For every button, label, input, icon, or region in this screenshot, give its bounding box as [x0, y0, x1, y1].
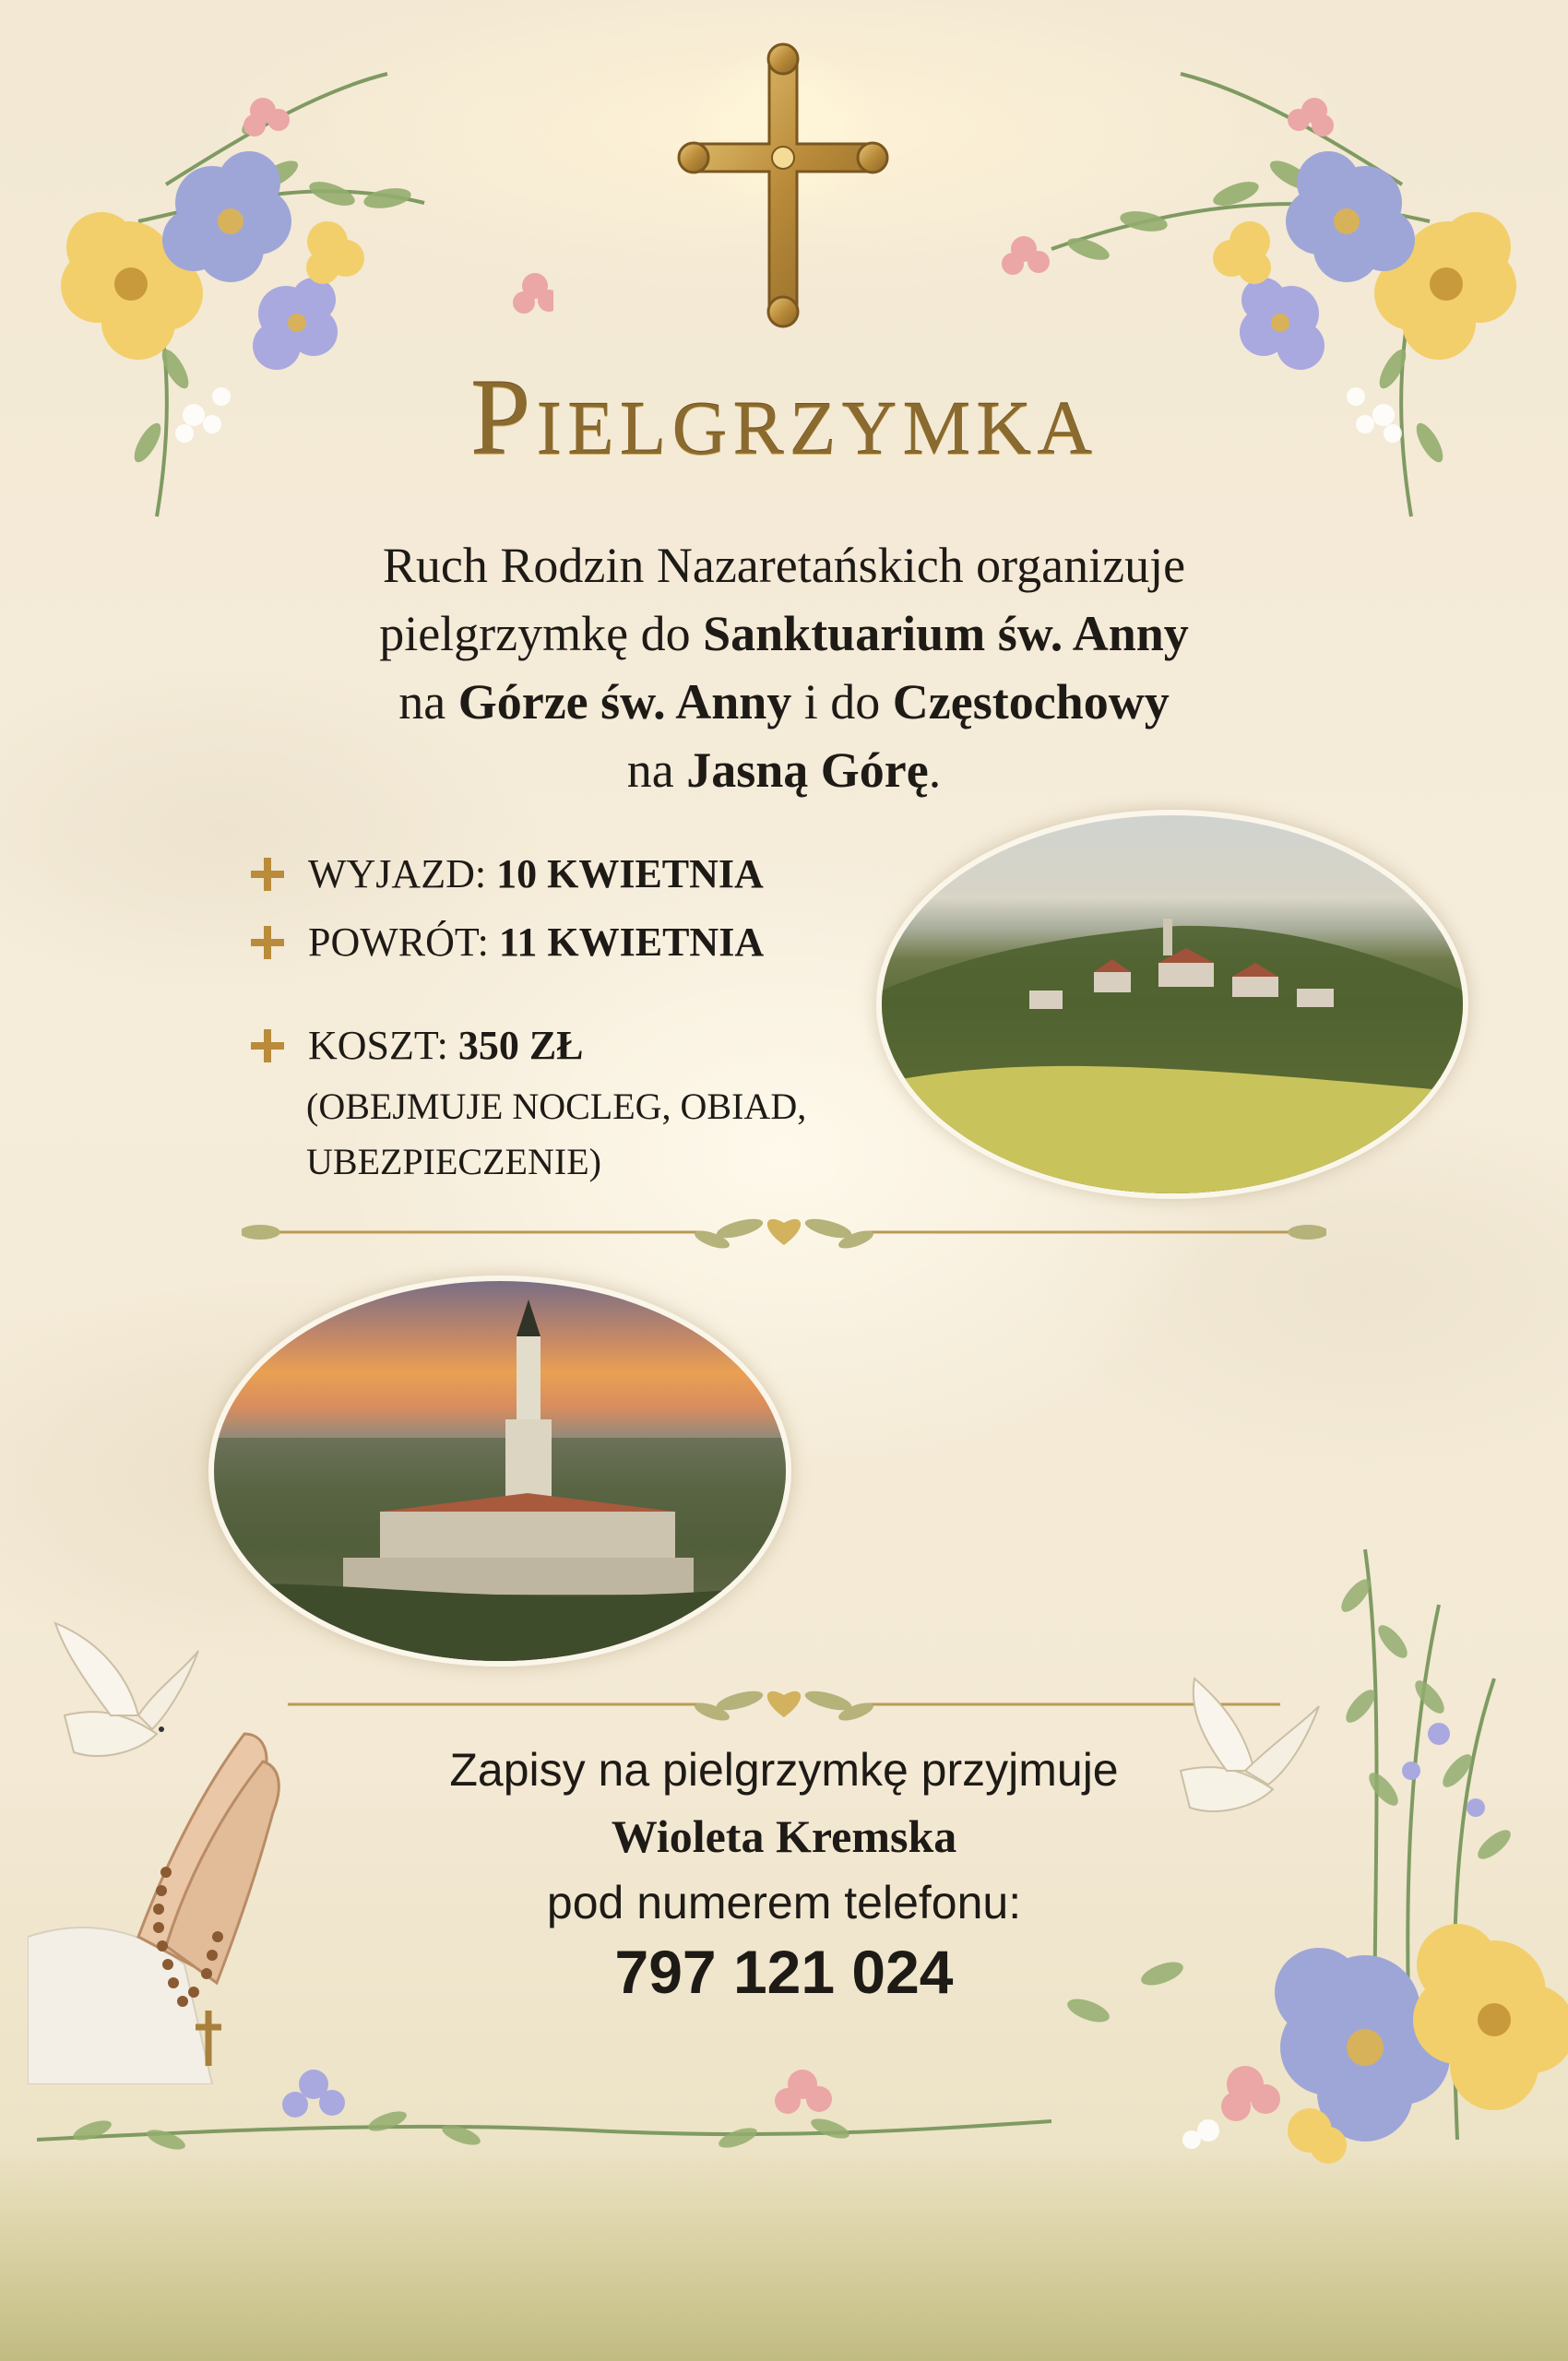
jasna-gora-photo — [208, 1275, 791, 1667]
cost-note: (OBEJMUJE NOCLEG, OBIAD, UBEZPIECZENIE) — [306, 1086, 807, 1182]
cost-value: 350 ZŁ — [457, 1023, 584, 1068]
cost-label: KOSZT: — [308, 1023, 448, 1068]
return-date: 11 KWIETNIA — [498, 919, 765, 965]
photo-illustration — [214, 1281, 786, 1661]
photo-illustration — [882, 815, 1463, 1193]
cost-row — [247, 1022, 584, 1069]
departure-date: 10 KWIETNIA — [496, 851, 764, 896]
intro-line: na Górze św. Anny i do Częstochowy — [398, 674, 1170, 730]
contact-intro: Zapisy na pielgrzymkę przyjmuje — [449, 1744, 1119, 1796]
return-row — [247, 919, 764, 966]
page-title: Pielgrzymka — [469, 357, 1099, 478]
heart-divider-icon — [242, 1204, 1326, 1260]
intro-line: na Jasną Górę. — [626, 742, 942, 798]
cross-icon — [677, 42, 889, 328]
contact-phone[interactable]: 797 121 024 — [614, 1938, 954, 2006]
departure-row — [247, 850, 764, 897]
intro-line: Ruch Rodzin Nazaretańskich organizuje — [382, 538, 1186, 593]
st-anne-mountain-photo — [876, 810, 1468, 1199]
bullet-cross-icon — [247, 1026, 288, 1066]
bullet-cross-icon — [247, 922, 288, 963]
intro-line: pielgrzymkę do Sanktuarium św. Anny — [379, 606, 1189, 661]
flower-icon — [37, 1974, 1051, 2195]
intro-text — [184, 531, 1384, 804]
flower-icon — [978, 1494, 1568, 2232]
contact-phone-label: pod numerem telefonu: — [546, 1877, 1022, 1928]
contact-name: Wioleta Kremska — [611, 1810, 957, 1862]
departure-label: WYJAZD: — [308, 851, 487, 896]
bullet-cross-icon — [247, 854, 288, 895]
return-label: POWRÓT: — [308, 919, 489, 965]
